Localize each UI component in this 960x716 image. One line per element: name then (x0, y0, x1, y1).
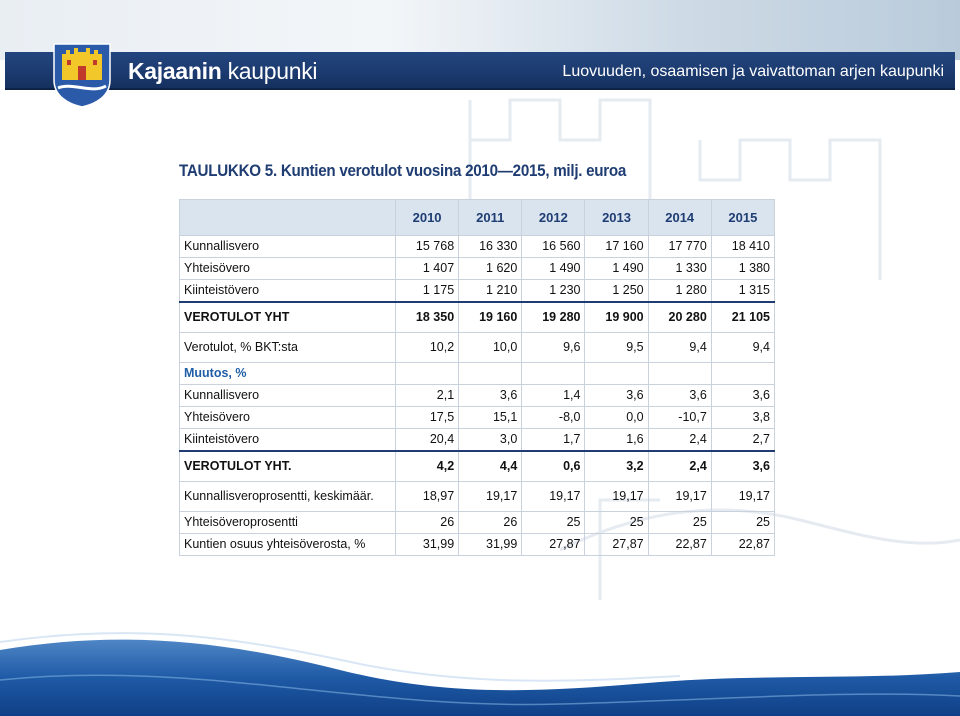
header-slogan: Luovuuden, osaamisen ja vaivattoman arjen kaupunki (562, 63, 944, 80)
row-label: Yhteisövero (180, 258, 396, 280)
year-header: 2014 (648, 200, 711, 236)
year-header: 2012 (522, 200, 585, 236)
cell-value: 3,6 (711, 451, 774, 482)
cell-value: 17 770 (648, 236, 711, 258)
cell-value: 3,6 (648, 385, 711, 407)
cell-value (585, 363, 648, 385)
cell-value: 26 (396, 512, 459, 534)
cell-value: 18 410 (711, 236, 774, 258)
cell-value: 19 160 (459, 302, 522, 333)
cell-value: 1 315 (711, 280, 774, 303)
cell-value: 3,0 (459, 429, 522, 452)
cell-value: 3,6 (459, 385, 522, 407)
table-row (180, 534, 775, 556)
cell-value: 19,17 (648, 482, 711, 512)
cell-value: 1,7 (522, 429, 585, 452)
row-label: Kunnallisveroprosentti, keskimäär. (180, 482, 396, 512)
cell-value: 1 230 (522, 280, 585, 303)
cell-value: 1 620 (459, 258, 522, 280)
row-label: Verotulot, % BKT:sta (180, 333, 396, 363)
cell-value: 20,4 (396, 429, 459, 452)
cell-value: 1 407 (396, 258, 459, 280)
cell-value: 19,17 (711, 482, 774, 512)
cell-value: 9,6 (522, 333, 585, 363)
cell-value: 19,17 (459, 482, 522, 512)
cell-value (711, 363, 774, 385)
cell-value: 22,87 (711, 534, 774, 556)
header-label-cell (180, 200, 396, 236)
cell-value: 25 (522, 512, 585, 534)
cell-value: 1,4 (522, 385, 585, 407)
table-row (180, 407, 775, 429)
cell-value: 17 160 (585, 236, 648, 258)
cell-value: 9,4 (648, 333, 711, 363)
table-row (180, 429, 775, 452)
cell-value: 16 560 (522, 236, 585, 258)
table-row (180, 482, 775, 512)
cell-value: 3,8 (711, 407, 774, 429)
cell-value: 3,2 (585, 451, 648, 482)
cell-value: 19 900 (585, 302, 648, 333)
cell-value (648, 363, 711, 385)
cell-value: 21 105 (711, 302, 774, 333)
cell-value: 1 380 (711, 258, 774, 280)
cell-value: 9,4 (711, 333, 774, 363)
table-row (180, 385, 775, 407)
cell-value (459, 363, 522, 385)
row-label: Kunnallisvero (180, 236, 396, 258)
cell-value: -10,7 (648, 407, 711, 429)
cell-value: 1 490 (585, 258, 648, 280)
year-header: 2013 (585, 200, 648, 236)
cell-value (522, 363, 585, 385)
year-header: 2010 (396, 200, 459, 236)
cell-value: 27,87 (522, 534, 585, 556)
ocean-wave-decoration (0, 620, 960, 716)
cell-value: 1 175 (396, 280, 459, 303)
table-row (180, 258, 775, 280)
cell-value: 31,99 (396, 534, 459, 556)
cell-value: 2,7 (711, 429, 774, 452)
table-section-heading (180, 363, 775, 385)
kajaani-coat-of-arms-logo (52, 36, 112, 108)
cell-value: 10,2 (396, 333, 459, 363)
cell-value: 18 350 (396, 302, 459, 333)
cell-value: 26 (459, 512, 522, 534)
cell-value: 1 210 (459, 280, 522, 303)
tax-revenue-table (179, 199, 775, 556)
cell-value: 15 768 (396, 236, 459, 258)
cell-value: 1 250 (585, 280, 648, 303)
cell-value: 3,6 (711, 385, 774, 407)
brand-name-light: kaupunki (227, 58, 318, 84)
cell-value: 2,1 (396, 385, 459, 407)
cell-value: 2,4 (648, 429, 711, 452)
table-header-row (180, 200, 775, 236)
row-label: Kunnallisvero (180, 385, 396, 407)
cell-value: 19,17 (585, 482, 648, 512)
cell-value (396, 363, 459, 385)
cell-value: 20 280 (648, 302, 711, 333)
cell-value: -8,0 (522, 407, 585, 429)
year-header: 2015 (711, 200, 774, 236)
row-label: VEROTULOT YHT. (180, 451, 396, 482)
cell-value: 4,2 (396, 451, 459, 482)
row-label: Muutos, % (180, 363, 396, 385)
brand-name-bold: Kajaanin (128, 58, 222, 84)
cell-value: 15,1 (459, 407, 522, 429)
cell-value: 25 (648, 512, 711, 534)
row-label: Kuntien osuus yhteisöverosta, % (180, 534, 396, 556)
table-row (180, 236, 775, 258)
cell-value: 25 (585, 512, 648, 534)
row-label: Yhteisöveroprosentti (180, 512, 396, 534)
header-sky-background (0, 0, 960, 60)
table-row-total (180, 302, 775, 333)
row-label: VEROTULOT YHT (180, 302, 396, 333)
table-row (180, 333, 775, 363)
row-label: Yhteisövero (180, 407, 396, 429)
cell-value: 22,87 (648, 534, 711, 556)
table-title: TAULUKKO 5. Kuntien verotulot vuosina 2010—2015, milj. euroa (179, 162, 627, 180)
table-row-total (180, 451, 775, 482)
cell-value: 19 280 (522, 302, 585, 333)
cell-value: 1 280 (648, 280, 711, 303)
cell-value: 0,0 (585, 407, 648, 429)
cell-value: 17,5 (396, 407, 459, 429)
table-row (180, 280, 775, 303)
cell-value: 3,6 (585, 385, 648, 407)
row-label: Kiinteistövero (180, 429, 396, 452)
cell-value: 16 330 (459, 236, 522, 258)
cell-value: 0,6 (522, 451, 585, 482)
cell-value: 18,97 (396, 482, 459, 512)
brand-name (128, 58, 317, 85)
cell-value: 19,17 (522, 482, 585, 512)
cell-value: 1 330 (648, 258, 711, 280)
table-row (180, 512, 775, 534)
cell-value: 27,87 (585, 534, 648, 556)
cell-value: 31,99 (459, 534, 522, 556)
cell-value: 4,4 (459, 451, 522, 482)
cell-value: 1,6 (585, 429, 648, 452)
row-label: Kiinteistövero (180, 280, 396, 303)
cell-value: 2,4 (648, 451, 711, 482)
cell-value: 9,5 (585, 333, 648, 363)
cell-value: 10,0 (459, 333, 522, 363)
year-header: 2011 (459, 200, 522, 236)
cell-value: 25 (711, 512, 774, 534)
cell-value: 1 490 (522, 258, 585, 280)
